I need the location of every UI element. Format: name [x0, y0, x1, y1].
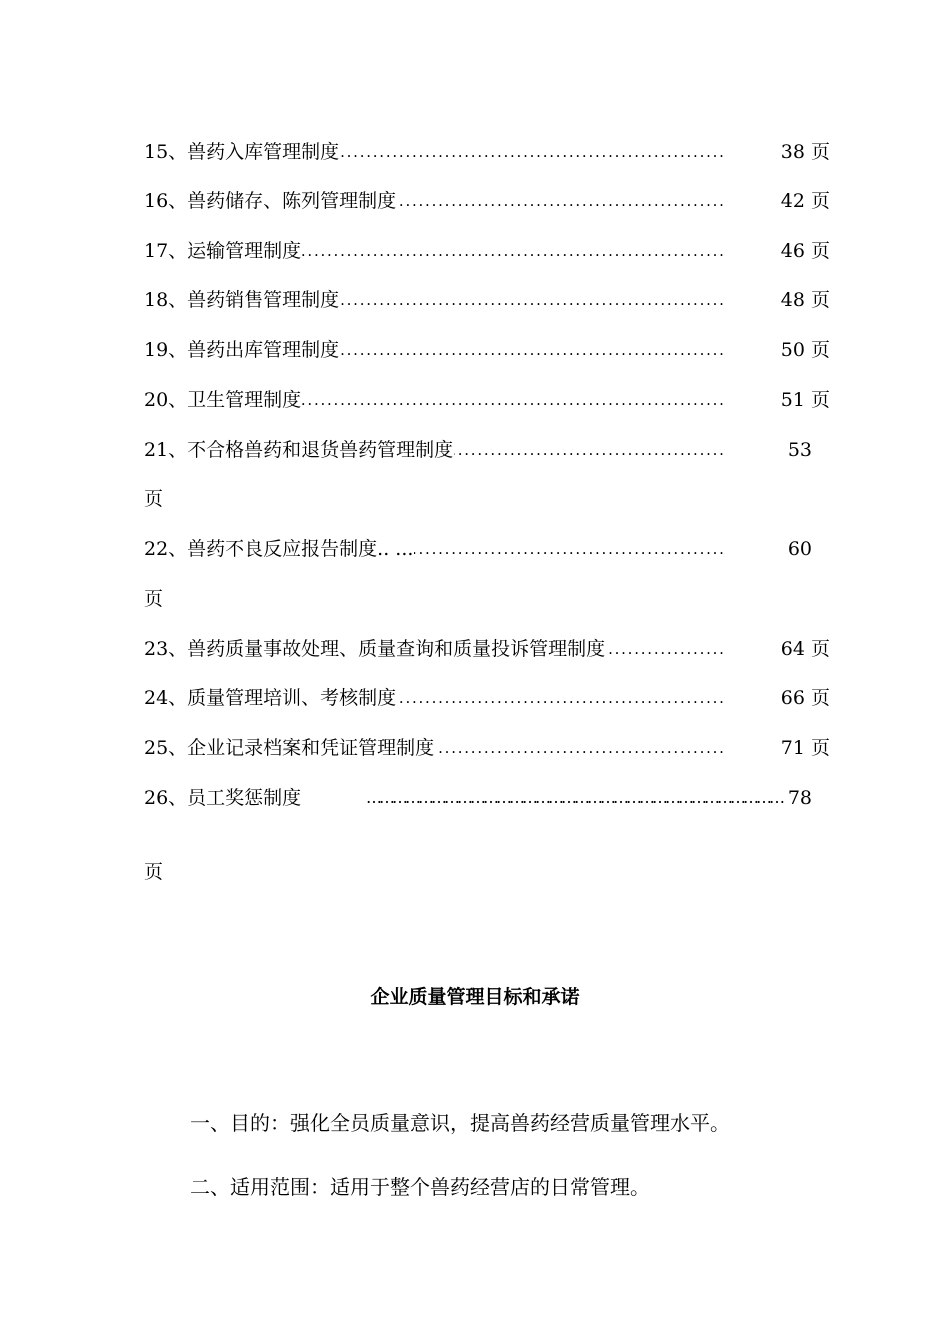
- toc-entry-16: [144, 186, 830, 216]
- toc-leader-dots: ……………………………………………………………………………………: [366, 783, 798, 813]
- toc-entry-18: [144, 285, 830, 315]
- toc-entry-page: 66 页: [779, 683, 830, 713]
- toc-entry-page: 38 页: [779, 137, 830, 167]
- toc-entry-25: [144, 733, 830, 763]
- toc-entry-title: . . . 25、企业记录档案和凭证管理制度: [144, 733, 435, 763]
- toc-entry-page: 46 页: [779, 236, 830, 266]
- paragraph-purpose: 一、目的：强化全员质量意识，提高兽药经营质量管理水平。: [190, 1111, 730, 1135]
- toc-entry-page: 48 页: [779, 285, 830, 315]
- toc-entry-title: . . . 19、兽药出库管理制度: [144, 335, 340, 365]
- toc-entry-title: . . . 23、兽药质量事故处理、质量查询和质量投诉管理制度: [144, 634, 606, 664]
- toc-entry-19: [144, 335, 830, 365]
- toc-entry-22-page-wrap: 页: [144, 588, 164, 610]
- toc-entry-title: . . . 16、兽药储存、陈列管理制度: [144, 186, 397, 216]
- toc-entry-page: 71 页: [779, 733, 830, 763]
- toc-entry-title: . . . 20、卫生管理制度: [144, 385, 302, 415]
- toc-entry-title: . . . 18、兽药销售管理制度: [144, 285, 340, 315]
- toc-entry-15: [144, 137, 830, 167]
- toc-entry-24: [144, 683, 830, 713]
- toc-entry-21-page-wrap: 页: [144, 488, 164, 510]
- paragraph-scope: 二、适用范围：适用于整个兽药经营店的日常管理。: [190, 1175, 650, 1199]
- toc-entry-page: 60: [786, 534, 812, 564]
- toc-entry-title: . . . 22、兽药不良反应报告制度.. ...: [144, 534, 414, 564]
- toc-entry-page: 53: [786, 435, 812, 465]
- toc-entry-22: [144, 534, 812, 564]
- toc-entry-title: . . . 17、运输管理制度: [144, 236, 302, 266]
- toc-entry-title: . . . 24、质量管理培训、考核制度: [144, 683, 397, 713]
- toc-entry-title: . . . 15、兽药入库管理制度: [144, 137, 340, 167]
- toc-entry-title: . . . 21、不合格兽药和退货兽药管理制度: [144, 435, 454, 465]
- section-title: 企业质量管理目标和承诺: [370, 986, 580, 1008]
- toc-entry-page: 42 页: [779, 186, 830, 216]
- toc-entry-page: 50 页: [779, 335, 830, 365]
- toc-entry-26: [144, 783, 812, 813]
- toc-entry-page: 64 页: [779, 634, 830, 664]
- toc-entry-26-page-wrap: 页: [144, 861, 164, 883]
- toc-entry-page: 78: [786, 783, 812, 813]
- toc-entry-17: [144, 236, 830, 266]
- toc-entry-title: 26、员工奖惩制度: [144, 783, 302, 813]
- toc-entry-23: [144, 634, 830, 664]
- toc-entry-21: [144, 435, 812, 465]
- toc-entry-20: [144, 385, 830, 415]
- toc-entry-page: 51 页: [779, 385, 830, 415]
